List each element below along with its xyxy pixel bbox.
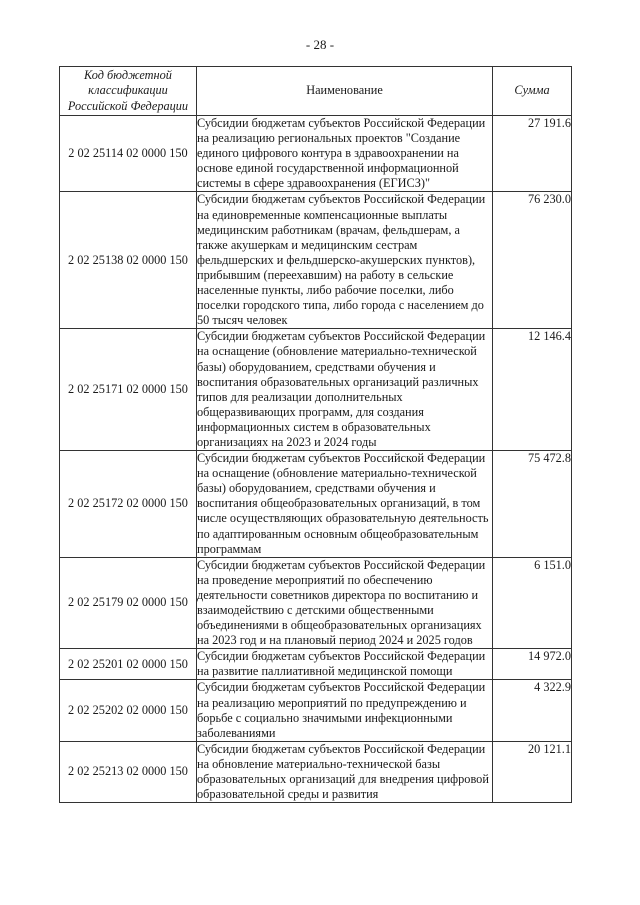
row-code: 2 02 25171 02 0000 150 (60, 329, 197, 451)
row-sum: 76 230.0 (493, 192, 572, 329)
table-header-row (60, 67, 572, 116)
row-sum: 6 151.0 (493, 557, 572, 649)
row-code: 2 02 25138 02 0000 150 (60, 192, 197, 329)
table-row (60, 680, 572, 741)
row-sum: 20 121.1 (493, 741, 572, 802)
row-name: Субсидии бюджетам субъектов Российской Федерации на реализацию мероприятий по предупреждению и борьбе с социально значимыми инфекционными заболеваниями (197, 680, 493, 741)
table-row (60, 557, 572, 649)
row-code: 2 02 25213 02 0000 150 (60, 741, 197, 802)
header-sum: Сумма (493, 67, 572, 116)
row-name: Субсидии бюджетам субъектов Российской Федерации на единовременные компенсационные выплаты медицинским работникам (врачам, фельдшерам, а также акушеркам и медицинским сестрам фельдшерских и фельдшерско-акушерских пунктов), прибывшим (переехавшим) на работу в сельские населенные пункты, либо рабочие поселки, либо поселки городского типа, либо города с населением до 50 тысяч человек (197, 192, 493, 329)
table-row (60, 116, 572, 192)
budget-table (59, 66, 572, 803)
table-row (60, 192, 572, 329)
table-row (60, 741, 572, 802)
page-bottom-margin (0, 838, 640, 905)
row-name: Субсидии бюджетам субъектов Российской Федерации на обновление материально-технической базы образовательных организаций для внедрения цифровой образовательной среды и развития (197, 741, 489, 802)
table-row (60, 649, 572, 680)
row-name-cell (197, 741, 493, 802)
row-code: 2 02 25114 02 0000 150 (60, 116, 197, 192)
row-name: Субсидии бюджетам субъектов Российской Федерации на оснащение (обновление материально-технической базы) оборудованием, средствами обучения и воспитания образовательных организаций различных типов для реализации дополнительных общеразвивающих программ, для создания информационных систем в образовательных организациях на 2023 и 2024 годы (197, 329, 493, 451)
row-sum: 27 191.6 (493, 116, 572, 192)
row-sum: 4 322.9 (493, 680, 572, 741)
row-name: Субсидии бюджетам субъектов Российской Федерации на проведение мероприятий по обеспечению деятельности советников директора по воспитанию и взаимодействию с детскими общественными объединениями в общеобразовательных организациях на 2023 год и на плановый период 2024 и 2025 годов (197, 557, 493, 649)
page-number: - 28 - (305, 37, 335, 52)
row-code: 2 02 25202 02 0000 150 (60, 680, 197, 741)
header-code: Код бюджетной классификации Российской Федерации (60, 67, 197, 116)
row-code: 2 02 25201 02 0000 150 (60, 649, 197, 680)
row-code: 2 02 25172 02 0000 150 (60, 451, 197, 558)
row-sum: 12 146.4 (493, 329, 572, 451)
row-sum: 14 972.0 (493, 649, 572, 680)
table-row (60, 329, 572, 451)
row-name: Субсидии бюджетам субъектов Российской Федерации на реализацию региональных проектов "Создание единого цифрового контура в здравоохранении на основе единой государственной информационной системы в сфере здравоохранения (ЕГИСЗ)" (197, 116, 493, 192)
table-row (60, 451, 572, 558)
row-name: Субсидии бюджетам субъектов Российской Федерации на оснащение (обновление материально-технической базы) оборудованием, средствами обучения и воспитания общеобразовательных организаций, в том числе осуществляющих образовательную деятельность по адаптированным основным общеобразовательным программам (197, 451, 493, 558)
header-name: Наименование (197, 67, 493, 116)
row-sum: 75 472.8 (493, 451, 572, 558)
row-name: Субсидии бюджетам субъектов Российской Федерации на развитие паллиативной медицинской помощи (197, 649, 493, 680)
row-code: 2 02 25179 02 0000 150 (60, 557, 197, 649)
